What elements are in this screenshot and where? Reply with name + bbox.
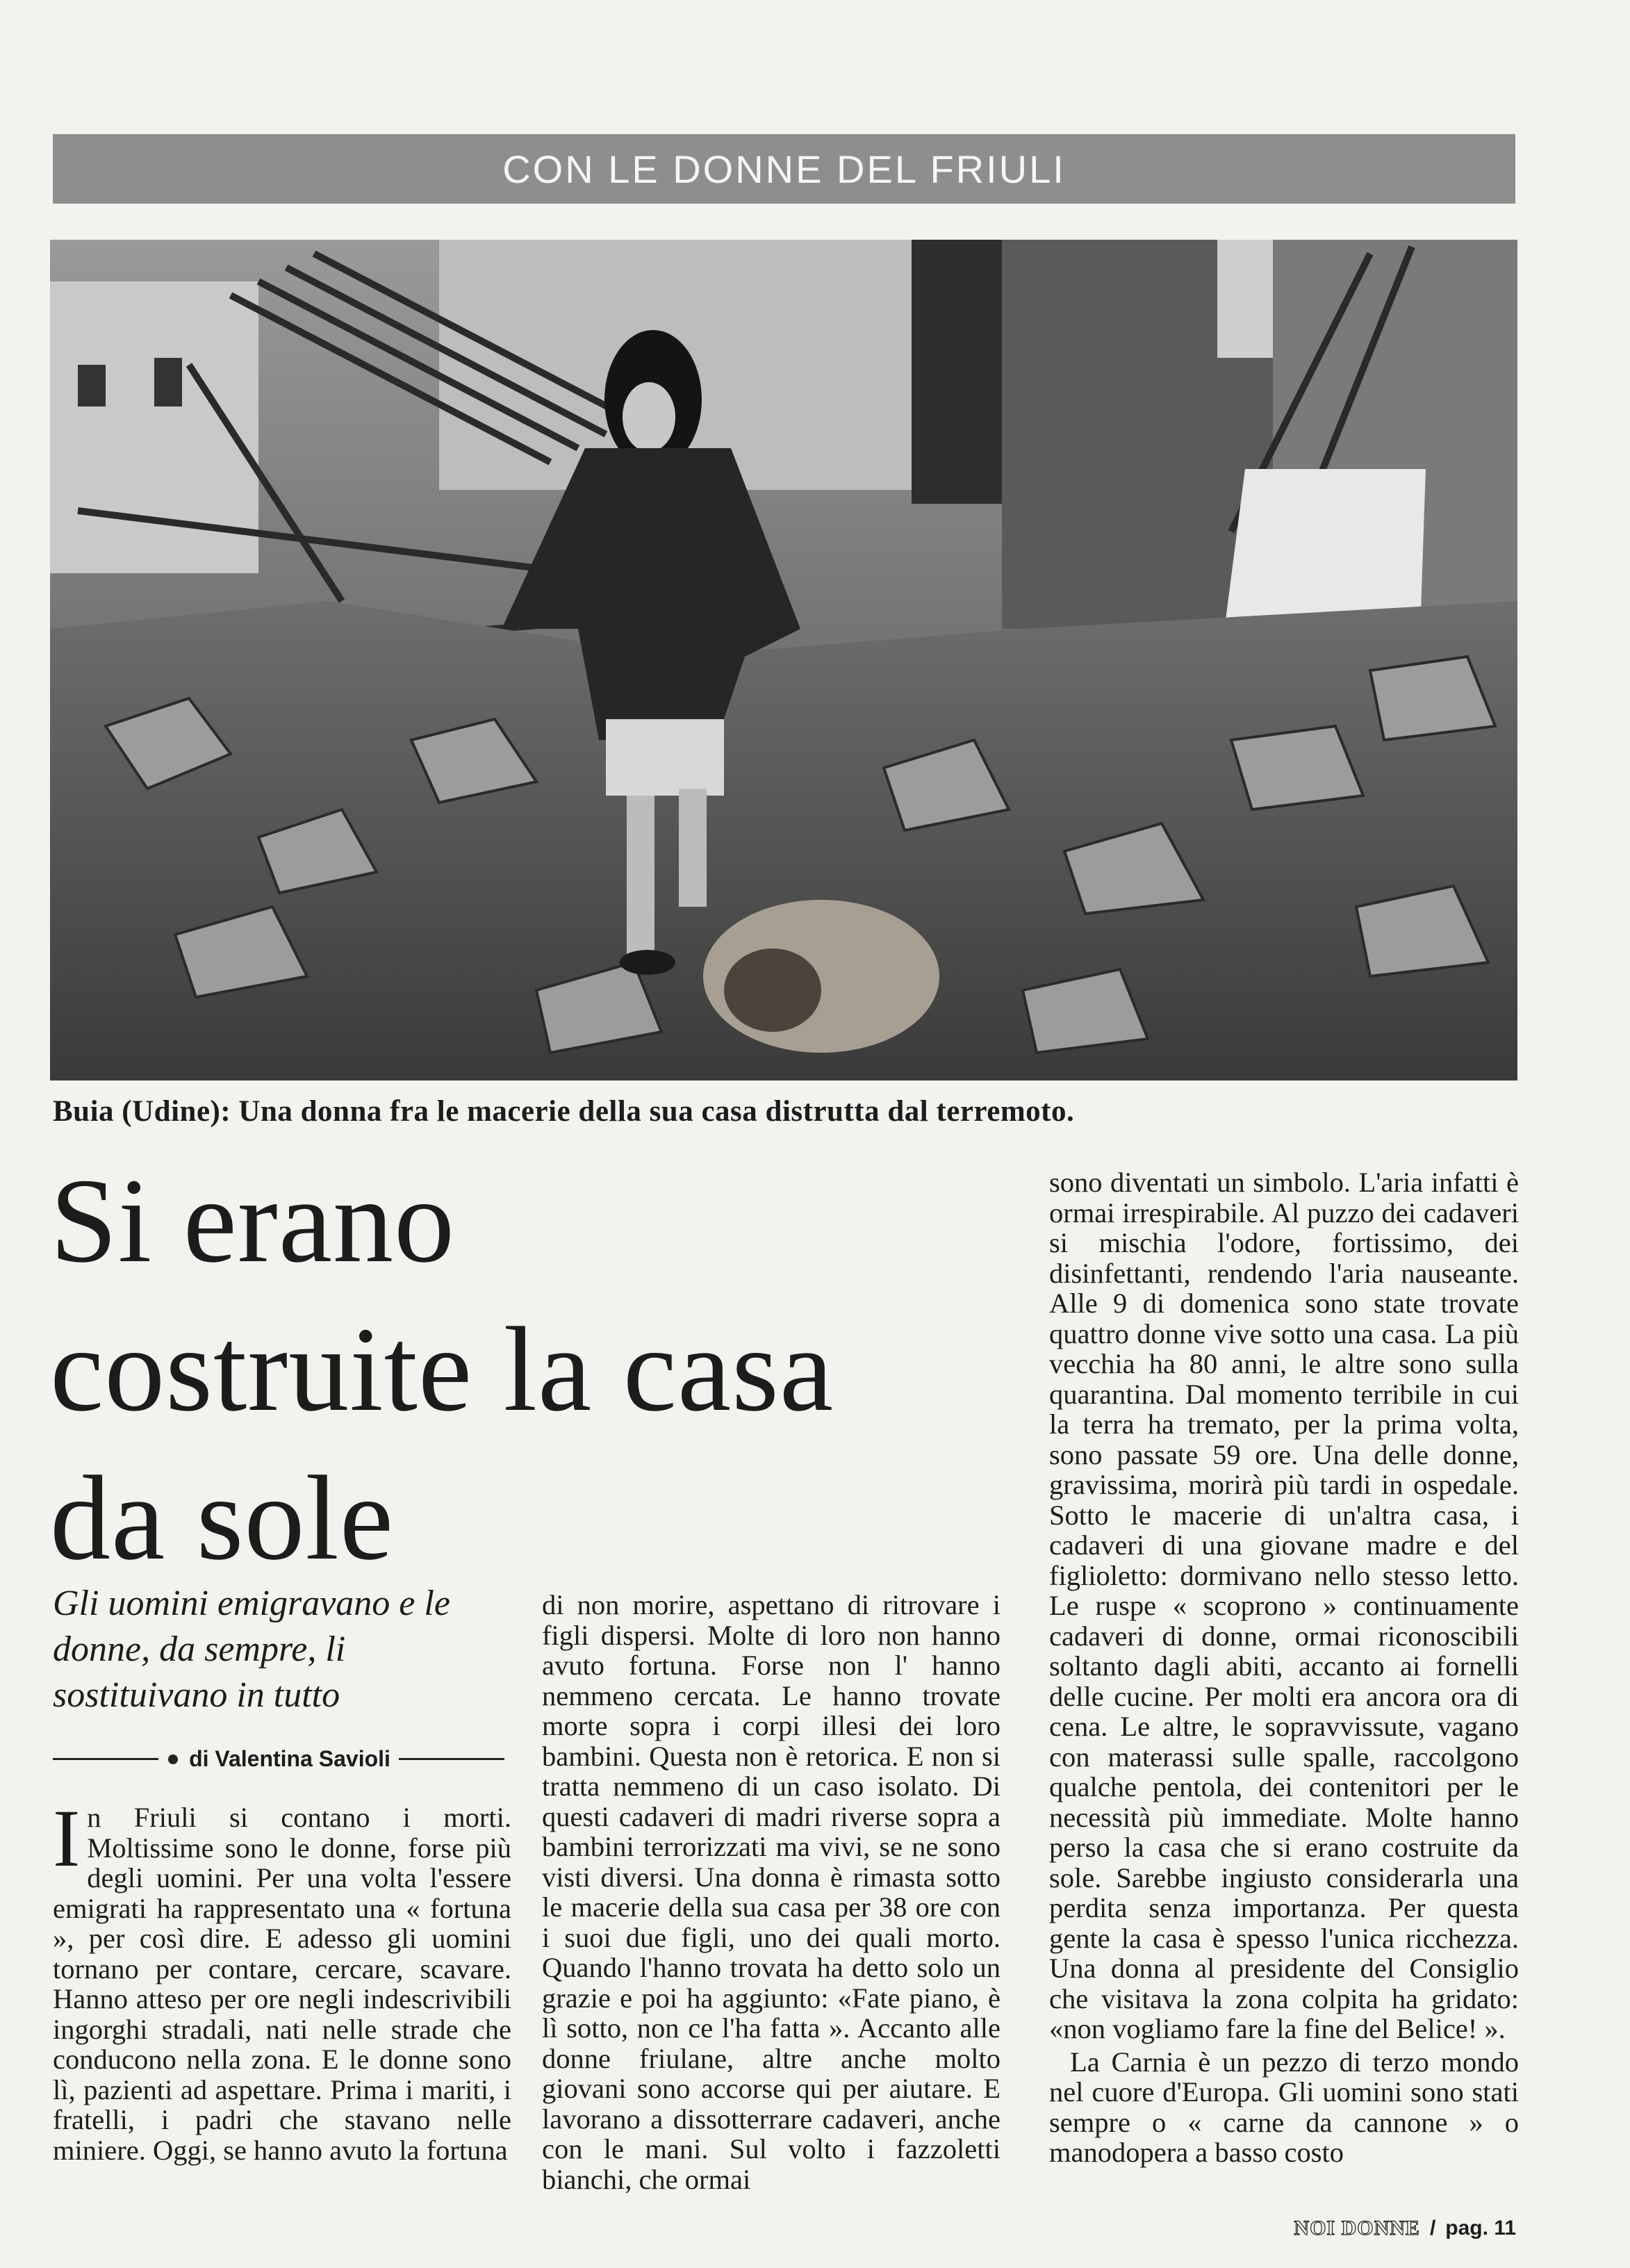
page-footer: [1294, 2217, 1516, 2240]
section-banner: [53, 134, 1515, 204]
byline-rule-right: [399, 1758, 504, 1760]
column-3-paragraph-1: sono diventati un simbolo. L'aria infatti è ormai irrespirabile. Al puzzo dei cadaveri si mischia l'odore, fortissimo, dei disinfettanti, rendendo l'aria nauseante. Alle 9 di domenica sono state trovate quattro donne vive sotto una casa. La più vecchia ha 80 anni, le altre sono sulla quarantina. Dal momento terribile in cui la terra ha tremato, per la prima volta, sono passate 59 ore. Una delle donne, gravissima, morirà più tardi in ospedale. Sotto le macerie di un'altra casa, i cadaveri di una giovane madre e del figlioletto: dormivano nello stesso letto. Le ruspe « scoprono » continuamente cadaveri di donne, ormai riconoscibili soltanto dagli abiti, accanto ai fornelli delle cucine. Per molti era ancora ora di cena. Le altre, le sopravvissute, vagano con materassi sulle spalle, raccolgono qualche pentola, dei contenitori per le necessità più immediate. Molte hanno perso la casa che si erano costruite da sole. Sarebbe ingiusto considerarla una perdita senza importanza. Per questa gente la casa è spesso l'unica ricchezza. Una donna al presidente del Consiglio che visitava la zona colpita ha gridato: «non vogliamo fare la fine del Belice! ».: [1049, 1167, 1519, 2044]
column-3-paragraph-2: La Carnia è un pezzo di terzo mondo nel cuore d'Europa. Gli uomini sono stati sempre o « carne da cannone » o manodopera a basso costo: [1049, 2046, 1519, 2168]
headline-line-3: da sole: [50, 1451, 395, 1585]
byline-rule-left: [53, 1758, 158, 1760]
headline: [50, 1147, 1009, 1593]
section-banner-text: CON LE DONNE DEL FRIULI: [502, 147, 1066, 191]
headline-line-1: Si erano: [50, 1153, 456, 1288]
footer-separator: /: [1429, 2217, 1436, 2240]
bullet-icon: [168, 1755, 178, 1764]
rubble-photo-illustration: [50, 240, 1517, 1080]
headline-line-2: costruite la casa: [50, 1302, 834, 1436]
page-number: pag. 11: [1445, 2217, 1516, 2240]
drop-cap: I: [53, 1793, 81, 1884]
magazine-logo: NOI DONNE: [1294, 2217, 1420, 2240]
byline: [53, 1746, 504, 1772]
photo-caption: Buia (Udine): Una donna fra le macerie della sua casa distrutta dal terremoto.: [53, 1095, 1075, 1128]
column-2-text: di non morire, aspettano di ritrovare i figli dispersi. Molte di loro non hanno avuto fortuna. Forse non l' hanno nemmeno cercata. Le hanno trovate morte sopra i corpi illesi dei loro bambini. Questa non è retorica. E non si tratta nemmeno di un caso isolato. Di questi cadaveri di madri riverse sopra a bambini terrorizzati ma vivi, se ne sono visti diversi. Una donna è rimasta sotto le macerie della sua casa per 38 ore con i suoi due figli, uno dei quali morto. Quando l'hanno trovata ha detto solo un grazie e poi ha aggiunto: «Fate piano, è lì sotto, non ce l'ha fatta ». Accanto alle donne friulane, altre anche molto giovani sono accorse qui per aiutare. E lavorano a dissotterrare cadaveri, anche con le mani. Sul volto i fazzoletti bianchi, che ormai: [542, 1589, 1001, 2195]
column-1-text: n Friuli si contano i morti. Moltissime sono le donne, forse più degli uomini. Per una volta l'essere emigrati ha rappresentato una « fortuna », per così dire. E adesso gli uomini tornano per contare, cercare, scavare. Hanno atteso per ore negli indescrivibili ingorghi stradali, nati nelle strade che conducono nella zona. E le donne sono lì, pazienti ad aspettare. Prima i mariti, i fratelli, i padri che stavano nelle miniere. Oggi, se hanno avuto la fortuna: [53, 1802, 511, 2166]
byline-author: di Valentina Savioli: [189, 1746, 390, 1771]
article-paragraph: [53, 1793, 511, 2166]
subhead: Gli uomini emigravano e le donne, da sempre, li sostituivano in tutto: [53, 1584, 450, 1715]
article-column-2: [542, 1590, 1001, 2194]
article-column-1: [53, 1793, 511, 2166]
earthquake-photo: [50, 240, 1517, 1080]
article-column-3: [1049, 1167, 1519, 2168]
